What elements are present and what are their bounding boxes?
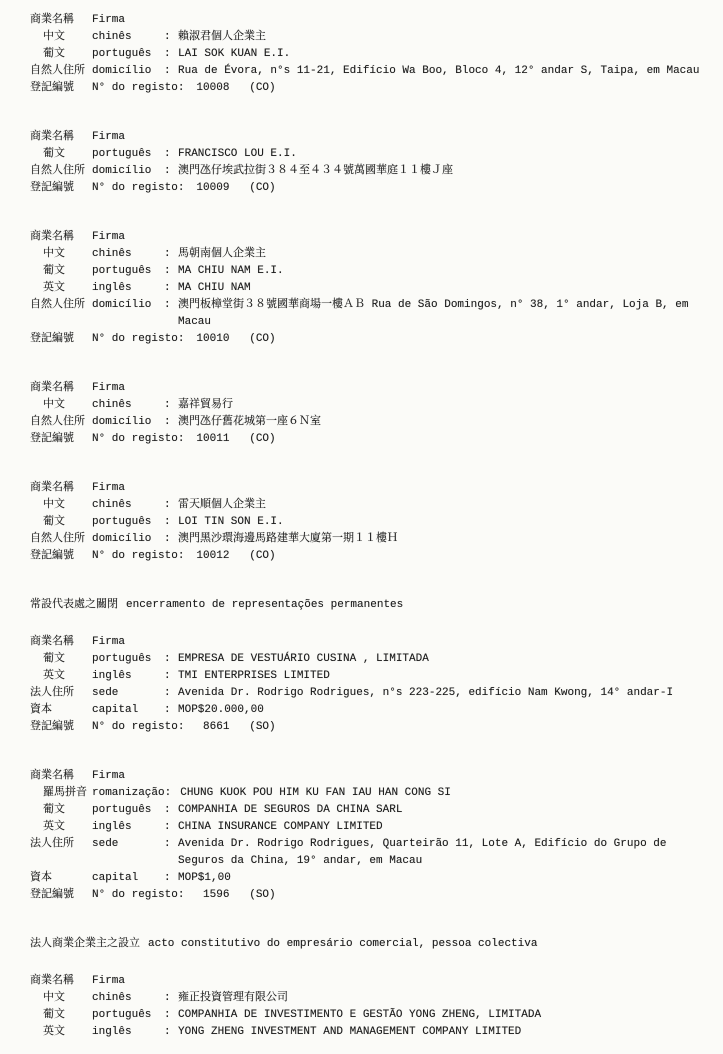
entry-row — [30, 548, 707, 565]
field-label-chinese: 商業名稱 — [30, 636, 74, 648]
entry-row — [30, 380, 707, 397]
registry-entry — [30, 634, 707, 736]
entry-row — [30, 163, 707, 180]
field-label-chinese: 葡文 — [43, 1009, 65, 1021]
field-label-chinese: 中文 — [43, 992, 65, 1004]
field-colon: : — [164, 299, 171, 311]
field-value: 澳門板樟堂街３８號國華商場一樓ＡＢ Rua de São Domingos, n° 38, 1° andar, Loja B, em Macau — [178, 299, 696, 328]
field-label-portuguese: chinês — [92, 31, 132, 43]
entry-row — [30, 29, 707, 46]
field-label-chinese: 中文 — [43, 248, 65, 260]
entry-row — [30, 531, 707, 548]
field-value: MA CHIU NAM E.I. — [178, 265, 284, 277]
field-label-portuguese: Firma — [92, 770, 126, 782]
field-label-portuguese: N° do registo: — [92, 889, 185, 901]
field-label-portuguese: inglês — [92, 282, 132, 294]
field-value: MA CHIU NAM — [178, 282, 251, 294]
field-label-chinese: 葡文 — [43, 653, 65, 665]
field-label-portuguese: N° do registo: — [92, 433, 185, 445]
section-heading-chinese: 法人商業企業主之設立 — [30, 938, 140, 950]
entry-row — [30, 397, 707, 414]
field-value: Rua de Évora, n°s 11-21, Edifício Wa Boo, Bloco 4, 12° andar S, Taipa, em Macau — [178, 65, 700, 77]
field-value: LOI TIN SON E.I. — [178, 516, 284, 528]
section-heading-portuguese: encerramento de representações permanentes — [126, 599, 404, 611]
entry-row — [30, 973, 707, 990]
field-label-portuguese: português — [92, 1009, 152, 1021]
field-label-portuguese: N° do registo: — [92, 182, 185, 194]
registration-number: 10012 (CO) — [196, 550, 276, 562]
entry-row — [30, 802, 707, 819]
field-label-portuguese: português — [92, 804, 152, 816]
field-value: 澳門黑沙環海邊馬路建華大廈第一期１１樓Ｈ — [178, 533, 398, 545]
field-label-portuguese: Firma — [92, 14, 126, 26]
field-label-chinese: 葡文 — [43, 265, 65, 277]
field-label-portuguese: Firma — [92, 382, 126, 394]
field-colon: : — [164, 65, 171, 77]
field-colon: : — [164, 165, 171, 177]
field-label-portuguese: Firma — [92, 482, 126, 494]
entry-row — [30, 146, 707, 163]
field-label-chinese: 英文 — [43, 282, 65, 294]
romanization-value: CHUNG KUOK POU HIM KU FAN IAU HAN CONG SI — [180, 787, 451, 799]
field-label-chinese: 商業名稱 — [30, 482, 74, 494]
entry-row — [30, 719, 707, 736]
field-value: Avenida Dr. Rodrigo Rodrigues, n°s 223-225, edifício Nam Kwong, 14° andar-I — [178, 687, 674, 699]
field-label-portuguese: capital — [92, 872, 139, 884]
field-label-portuguese: português — [92, 516, 152, 528]
entry-row — [30, 634, 707, 651]
field-label-chinese: 英文 — [43, 1026, 65, 1038]
field-label-portuguese: romanização: — [92, 787, 172, 799]
field-label-chinese: 自然人住所 — [30, 533, 85, 545]
entry-row — [30, 685, 707, 702]
entry-row — [30, 990, 707, 1007]
field-label-portuguese: chinês — [92, 992, 132, 1004]
section-heading — [30, 936, 707, 953]
field-label-portuguese: chinês — [92, 499, 132, 511]
field-label-chinese: 葡文 — [43, 48, 65, 60]
field-colon: : — [164, 1026, 171, 1038]
field-label-chinese: 商業名稱 — [30, 131, 74, 143]
field-label-portuguese: inglês — [92, 670, 132, 682]
registry-entry — [30, 480, 707, 565]
entry-row — [30, 180, 707, 197]
field-label-portuguese: português — [92, 48, 152, 60]
field-colon: : — [164, 872, 171, 884]
entry-row — [30, 229, 707, 246]
entry-row — [30, 768, 707, 785]
registry-entry — [30, 380, 707, 448]
field-label-portuguese: inglês — [92, 821, 132, 833]
field-label-portuguese: domicílio — [92, 533, 152, 545]
field-value: MOP$20.000,00 — [178, 704, 264, 716]
field-colon: : — [164, 704, 171, 716]
registry-entries-container — [30, 12, 707, 1041]
field-value: COMPANHIA DE INVESTIMENTO E GESTÃO YONG ZHENG, LIMITADA — [178, 1009, 542, 1021]
entry-row — [30, 431, 707, 448]
entry-row — [30, 819, 707, 836]
field-label-portuguese: português — [92, 148, 152, 160]
field-value: 嘉祥貿易行 — [178, 399, 233, 411]
field-label-portuguese: Firma — [92, 975, 126, 987]
field-label-chinese: 中文 — [43, 31, 65, 43]
field-label-portuguese: sede — [92, 838, 119, 850]
field-value: TMI ENTERPRISES LIMITED — [178, 670, 330, 682]
field-label-chinese: 中文 — [43, 399, 65, 411]
entry-row — [30, 280, 707, 297]
field-value: 賴淑君個人企業主 — [178, 31, 266, 43]
entry-row — [30, 263, 707, 280]
field-label-portuguese: português — [92, 653, 152, 665]
field-colon: : — [164, 838, 171, 850]
field-label-chinese: 登記編號 — [30, 433, 74, 445]
field-label-chinese: 商業名稱 — [30, 975, 74, 987]
entry-row — [30, 246, 707, 263]
entry-row — [30, 12, 707, 29]
field-value: EMPRESA DE VESTUÁRIO CUSINA , LIMITADA — [178, 653, 429, 665]
field-value: 雍正投資管理有限公司 — [178, 992, 288, 1004]
entry-row — [30, 480, 707, 497]
section-heading — [30, 597, 707, 614]
field-label-chinese: 葡文 — [43, 804, 65, 816]
field-label-chinese: 自然人住所 — [30, 65, 85, 77]
field-colon: : — [164, 687, 171, 699]
field-label-portuguese: inglês — [92, 1026, 132, 1038]
registry-entry — [30, 12, 707, 97]
field-label-portuguese: Firma — [92, 231, 126, 243]
field-label-portuguese: português — [92, 265, 152, 277]
entry-row — [30, 80, 707, 97]
field-colon: : — [164, 653, 171, 665]
entry-row — [30, 1024, 707, 1041]
field-label-portuguese: Firma — [92, 636, 126, 648]
entry-row — [30, 702, 707, 719]
field-label-chinese: 登記編號 — [30, 889, 74, 901]
registration-number: 1596 (SO) — [196, 889, 276, 901]
entry-row — [30, 331, 707, 348]
field-label-chinese: 登記編號 — [30, 333, 74, 345]
field-colon: : — [164, 416, 171, 428]
field-label-chinese: 英文 — [43, 670, 65, 682]
field-label-chinese: 葡文 — [43, 148, 65, 160]
registry-entry — [30, 768, 707, 904]
field-label-portuguese: N° do registo: — [92, 82, 185, 94]
field-label-chinese: 登記編號 — [30, 82, 74, 94]
entry-row — [30, 414, 707, 431]
field-colon: : — [164, 1009, 171, 1021]
field-colon: : — [164, 533, 171, 545]
registry-entry — [30, 973, 707, 1041]
field-label-portuguese: Firma — [92, 131, 126, 143]
registration-number: 10011 (CO) — [196, 433, 276, 445]
entry-row — [30, 1007, 707, 1024]
field-label-chinese: 自然人住所 — [30, 299, 85, 311]
field-label-portuguese: domicílio — [92, 65, 152, 77]
field-label-chinese: 中文 — [43, 499, 65, 511]
field-colon: : — [164, 148, 171, 160]
entry-row — [30, 63, 707, 80]
registration-number: 8661 (SO) — [196, 721, 276, 733]
entry-row — [30, 46, 707, 63]
section-heading-chinese: 常設代表處之關閉 — [30, 599, 118, 611]
field-colon: : — [164, 282, 171, 294]
field-label-chinese: 商業名稱 — [30, 382, 74, 394]
field-colon: : — [164, 265, 171, 277]
field-colon: : — [164, 992, 171, 1004]
entry-row — [30, 129, 707, 146]
field-label-portuguese: N° do registo: — [92, 721, 185, 733]
field-value: 雷天順個人企業主 — [178, 499, 266, 511]
field-value: LAI SOK KUAN E.I. — [178, 48, 291, 60]
entry-row — [30, 836, 707, 870]
field-label-chinese: 法人住所 — [30, 838, 74, 850]
field-colon: : — [164, 399, 171, 411]
field-label-chinese: 登記編號 — [30, 721, 74, 733]
field-label-chinese: 登記編號 — [30, 550, 74, 562]
field-value: 澳門氹仔埃武拉街３８４至４３４號萬國華庭１１樓Ｊ座 — [178, 165, 453, 177]
field-colon: : — [164, 31, 171, 43]
field-label-portuguese: N° do registo: — [92, 333, 185, 345]
field-label-portuguese: sede — [92, 687, 119, 699]
field-label-chinese: 登記編號 — [30, 182, 74, 194]
entry-row — [30, 785, 707, 802]
entry-row — [30, 870, 707, 887]
field-label-portuguese: chinês — [92, 248, 132, 260]
field-label-chinese: 商業名稱 — [30, 231, 74, 243]
field-label-portuguese: capital — [92, 704, 139, 716]
entry-row — [30, 887, 707, 904]
entry-row — [30, 514, 707, 531]
field-label-chinese: 法人住所 — [30, 687, 74, 699]
registration-number: 10010 (CO) — [196, 333, 276, 345]
field-colon: : — [164, 670, 171, 682]
field-value: Avenida Dr. Rodrigo Rodrigues, Quarteirão 11, Lote A, Edifício do Grupo de Seguros da China, 19° andar, em Macau — [178, 838, 674, 867]
field-label-chinese: 商業名稱 — [30, 770, 74, 782]
registry-entry — [30, 229, 707, 348]
field-value: CHINA INSURANCE COMPANY LIMITED — [178, 821, 383, 833]
field-value: 澳門氹仔舊花城第一座６Ｎ室 — [178, 416, 321, 428]
field-label-chinese: 葡文 — [43, 516, 65, 528]
field-label-chinese: 資本 — [30, 704, 52, 716]
field-value: FRANCISCO LOU E.I. — [178, 148, 297, 160]
field-label-chinese: 自然人住所 — [30, 165, 85, 177]
field-value: MOP$1,00 — [178, 872, 231, 884]
entry-row — [30, 297, 707, 331]
field-label-portuguese: chinês — [92, 399, 132, 411]
section-heading-portuguese: acto constitutivo do empresário comercial, pessoa colectiva — [148, 938, 538, 950]
registry-entry — [30, 129, 707, 197]
field-label-chinese: 羅馬拼音 — [43, 787, 87, 799]
field-value: YONG ZHENG INVESTMENT AND MANAGEMENT COMPANY LIMITED — [178, 1026, 522, 1038]
field-label-chinese: 自然人住所 — [30, 416, 85, 428]
field-label-portuguese: domicílio — [92, 165, 152, 177]
field-label-chinese: 資本 — [30, 872, 52, 884]
field-colon: : — [164, 248, 171, 260]
entry-row — [30, 668, 707, 685]
field-colon: : — [164, 48, 171, 60]
field-label-portuguese: N° do registo: — [92, 550, 185, 562]
entry-row — [30, 651, 707, 668]
registration-number: 10009 (CO) — [196, 182, 276, 194]
field-colon: : — [164, 516, 171, 528]
field-colon: : — [164, 821, 171, 833]
field-colon: : — [164, 499, 171, 511]
registration-number: 10008 (CO) — [196, 82, 276, 94]
field-label-chinese: 商業名稱 — [30, 14, 74, 26]
field-colon: : — [164, 804, 171, 816]
entry-row — [30, 497, 707, 514]
field-label-portuguese: domicílio — [92, 299, 152, 311]
field-label-chinese: 英文 — [43, 821, 65, 833]
field-value: 馬朝南個人企業主 — [178, 248, 266, 260]
field-value: COMPANHIA DE SEGUROS DA CHINA SARL — [178, 804, 403, 816]
field-label-portuguese: domicílio — [92, 416, 152, 428]
